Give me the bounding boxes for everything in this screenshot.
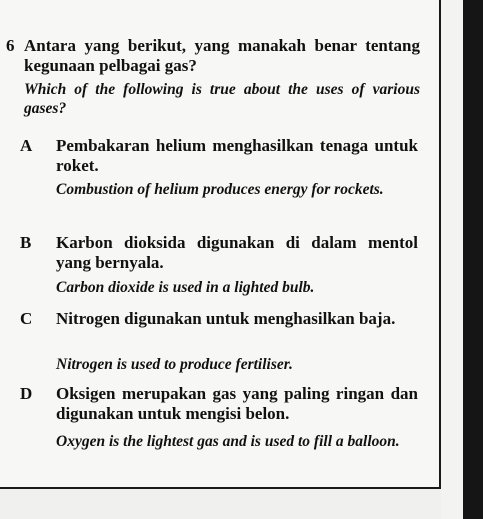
option-b-malay: Karbon dioksida digunakan di dalam mentol yang bernyala. bbox=[56, 233, 418, 272]
option-c-english: Nitrogen is used to produce fertiliser. bbox=[56, 356, 293, 373]
question-stem-english: Which of the following is true about the uses of various gases? bbox=[24, 81, 420, 117]
option-b-english: Carbon dioxide is used in a lighted bulb. bbox=[56, 279, 315, 296]
option-b-letter: B bbox=[20, 233, 32, 252]
question-number: 6 bbox=[6, 36, 15, 55]
page-margin-right bbox=[441, 0, 463, 519]
option-d-letter: D bbox=[20, 384, 33, 403]
page-margin-bottom bbox=[0, 489, 441, 519]
option-d-english: Oxygen is the lightest gas and is used to fill a balloon. bbox=[56, 433, 400, 450]
option-a-letter: A bbox=[20, 136, 33, 155]
option-c-malay: Nitrogen digunakan untuk menghasilkan baja. bbox=[56, 309, 396, 328]
option-d-malay: Oksigen merupakan gas yang paling ringan dan digunakan untuk mengisi belon. bbox=[56, 384, 418, 423]
question-stem-malay: Antara yang berikut, yang manakah benar tentang kegunaan pelbagai gas? bbox=[24, 36, 420, 75]
option-a-malay: Pembakaran helium menghasilkan tenaga untuk roket. bbox=[56, 136, 418, 175]
dark-background-edge bbox=[463, 0, 483, 519]
option-c-letter: C bbox=[20, 309, 33, 328]
option-a-english: Combustion of helium produces energy for rockets. bbox=[56, 181, 384, 198]
